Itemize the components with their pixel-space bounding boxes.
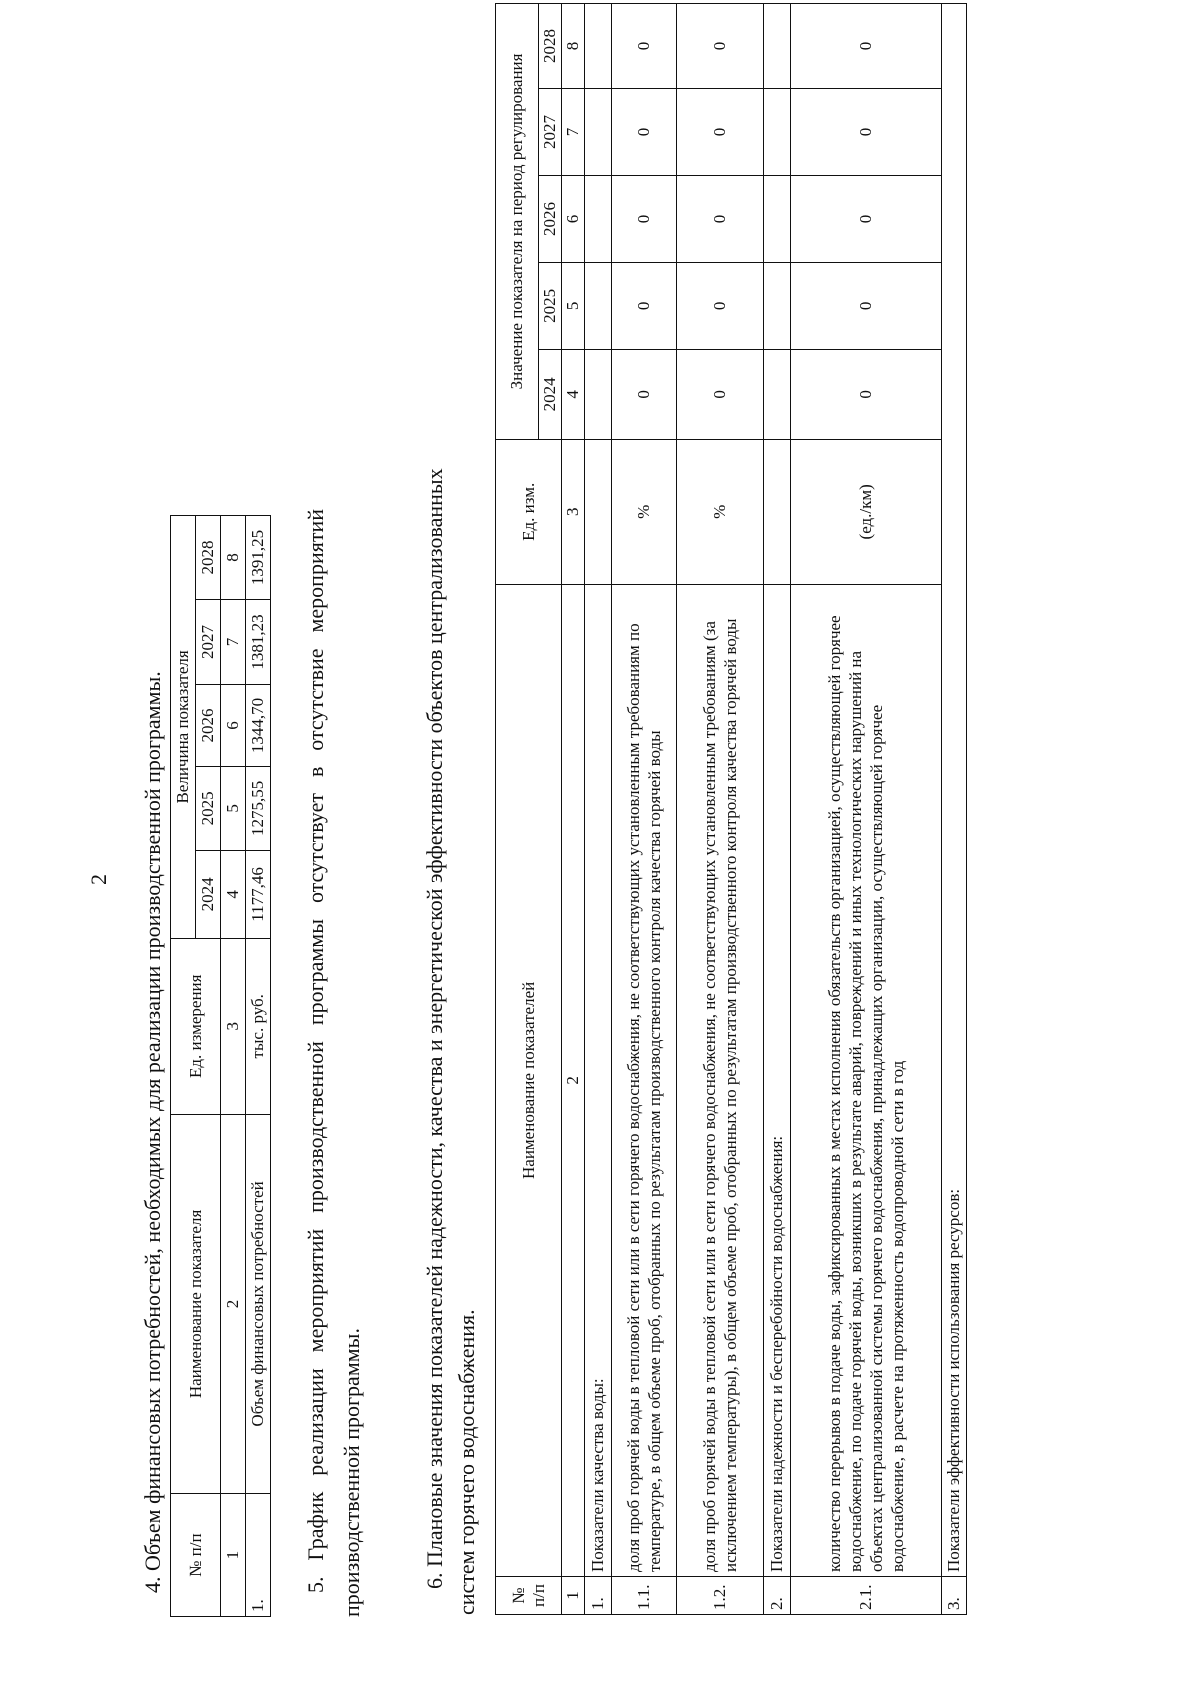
value-cell: 1177,46 <box>246 850 271 938</box>
row-name: доля проб горячей воды в тепловой сети или в сети горячего водоснабжения, не соответствующих установленным требованиям (за исключением температуры), в общем объеме проб, отобранных по результатам производственного контроля качества горячей воды <box>677 584 764 1576</box>
index-cell: 5 <box>221 766 246 850</box>
value-cell: 0 <box>791 349 942 439</box>
row-unit: % <box>612 439 677 584</box>
header-value: Значение показателя на период регулирования <box>496 4 539 440</box>
index-cell: 1 <box>221 1494 246 1617</box>
word: отсутствует <box>303 792 328 904</box>
value-cell: 0 <box>791 4 942 89</box>
section4-title: 4. Объем финансовых потребностей, необходимых для реализации производственной программы. <box>140 671 165 1593</box>
row-num: 1.1. <box>612 1577 677 1615</box>
word: отсутствие <box>303 648 328 751</box>
year-cell: 2024 <box>196 850 221 938</box>
index-cell: 1 <box>562 1577 585 1615</box>
indicators-table <box>495 3 967 1615</box>
word: производственной <box>303 1041 328 1213</box>
header-unit: Ед. изм. <box>496 439 562 584</box>
table-row <box>246 516 271 1617</box>
word: реализации <box>303 1368 328 1476</box>
section5-line1 <box>298 509 334 1617</box>
year-cell: 2026 <box>539 175 562 262</box>
value-cell: 1344,70 <box>246 684 271 766</box>
index-cell: 4 <box>221 850 246 938</box>
index-cell: 7 <box>562 89 585 176</box>
value-cell: 1275,55 <box>246 766 271 850</box>
year-cell: 2028 <box>196 516 221 600</box>
index-cell: 8 <box>221 516 246 600</box>
row-name: количество перерывов в подаче воды, зафиксированных в местах исполнения обязательств организацией, осуществляющей горячее водоснабжение, по подаче горячей воды, возникших в результате аварий, повреждений и иных технологических нарушений на объектах централизованной системы горячего водоснабжения, принадлежащих организации, осуществляющей горячее водоснабжение, в расчете на протяженность водопроводной сети в год <box>791 584 942 1576</box>
word: программы <box>303 918 328 1026</box>
year-cell: 2026 <box>196 684 221 766</box>
value-cell: 0 <box>612 262 677 349</box>
group-label: Показатели надежности и бесперебойности водоснабжения: <box>764 584 791 1576</box>
group-num: 2. <box>764 1577 791 1615</box>
group-num: 3. <box>942 1577 967 1615</box>
word: График <box>303 1491 328 1561</box>
year-cell: 2025 <box>196 766 221 850</box>
value-cell: 0 <box>677 89 764 176</box>
index-cell: 3 <box>562 439 585 584</box>
group-row-resource-efficiency <box>942 4 967 1615</box>
value-cell: 0 <box>612 89 677 176</box>
value-cell: 0 <box>677 4 764 89</box>
row-name: Объем финансовых потребностей <box>246 1114 271 1494</box>
table-header-row <box>171 516 196 1617</box>
group-label: Показатели качества воды: <box>585 584 612 1576</box>
row-num: 1.2. <box>677 1577 764 1615</box>
value-cell: 0 <box>791 175 942 262</box>
table-index-row <box>562 4 585 1615</box>
year-cell: 2024 <box>539 349 562 439</box>
row-unit: % <box>677 439 764 584</box>
table-row <box>791 4 942 1615</box>
table-row <box>677 4 764 1615</box>
word: мероприятий <box>303 509 328 633</box>
index-cell: 3 <box>221 938 246 1114</box>
header-value: Величина показателя <box>171 516 196 939</box>
group-row-reliability <box>764 4 791 1615</box>
index-cell: 6 <box>221 684 246 766</box>
index-cell: 6 <box>562 175 585 262</box>
index-cell: 7 <box>221 600 246 685</box>
value-cell: 0 <box>791 262 942 349</box>
header-num: № п/п <box>171 1494 221 1617</box>
value-cell: 0 <box>612 349 677 439</box>
group-row-water-quality <box>585 4 612 1615</box>
row-unit: тыс. руб. <box>246 938 271 1114</box>
group-num: 1. <box>585 1577 612 1615</box>
value-cell: 1391,25 <box>246 516 271 600</box>
index-cell: 2 <box>221 1114 246 1494</box>
header-name: Наименование показателя <box>171 1114 221 1494</box>
header-name: Наименование показателей <box>496 584 562 1576</box>
value-cell: 0 <box>677 262 764 349</box>
year-cell: 2027 <box>196 600 221 685</box>
index-cell: 8 <box>562 4 585 89</box>
value-cell: 1381,23 <box>246 600 271 685</box>
section6-title-line1: 6. Плановые значения показателей надежности, качества и энергетической эффективности объектов централизованных <box>422 468 447 1589</box>
table-header-row <box>496 4 539 1615</box>
year-cell: 2027 <box>539 89 562 176</box>
section5-paragraph <box>298 509 370 1617</box>
section6-title-line2: систем горячего водоснабжения. <box>454 1309 479 1615</box>
value-cell: 0 <box>677 349 764 439</box>
row-unit: (ед./км) <box>791 439 942 584</box>
row-name: доля проб горячей воды в тепловой сети или в сети горячего водоснабжения, не соответствующих установленным требованиям по температуре, в общем объеме проб, отобранных по результатам производственного контроля качества горячей воды <box>612 584 677 1576</box>
word: 5. <box>303 1576 328 1593</box>
value-cell: 0 <box>612 175 677 262</box>
word: мероприятий <box>303 1228 328 1353</box>
group-label: Показатели эффективности использования ресурсов: <box>942 4 967 1577</box>
row-num: 2.1. <box>791 1577 942 1615</box>
index-cell: 4 <box>562 349 585 439</box>
table-row <box>612 4 677 1615</box>
row-num: 1. <box>246 1494 271 1617</box>
index-cell: 2 <box>562 584 585 1576</box>
table-index-row <box>221 516 246 1617</box>
index-cell: 5 <box>562 262 585 349</box>
section5-line2: производственной программы. <box>339 1328 364 1617</box>
page-number: 2 <box>86 874 111 885</box>
year-cell: 2028 <box>539 4 562 89</box>
financial-needs-table <box>170 515 271 1617</box>
value-cell: 0 <box>612 4 677 89</box>
header-unit: Ед. измерения <box>171 938 221 1114</box>
value-cell: 0 <box>677 175 764 262</box>
header-num: № п/п <box>496 1577 562 1615</box>
value-cell: 0 <box>791 89 942 176</box>
year-cell: 2025 <box>539 262 562 349</box>
word: в <box>303 766 328 778</box>
